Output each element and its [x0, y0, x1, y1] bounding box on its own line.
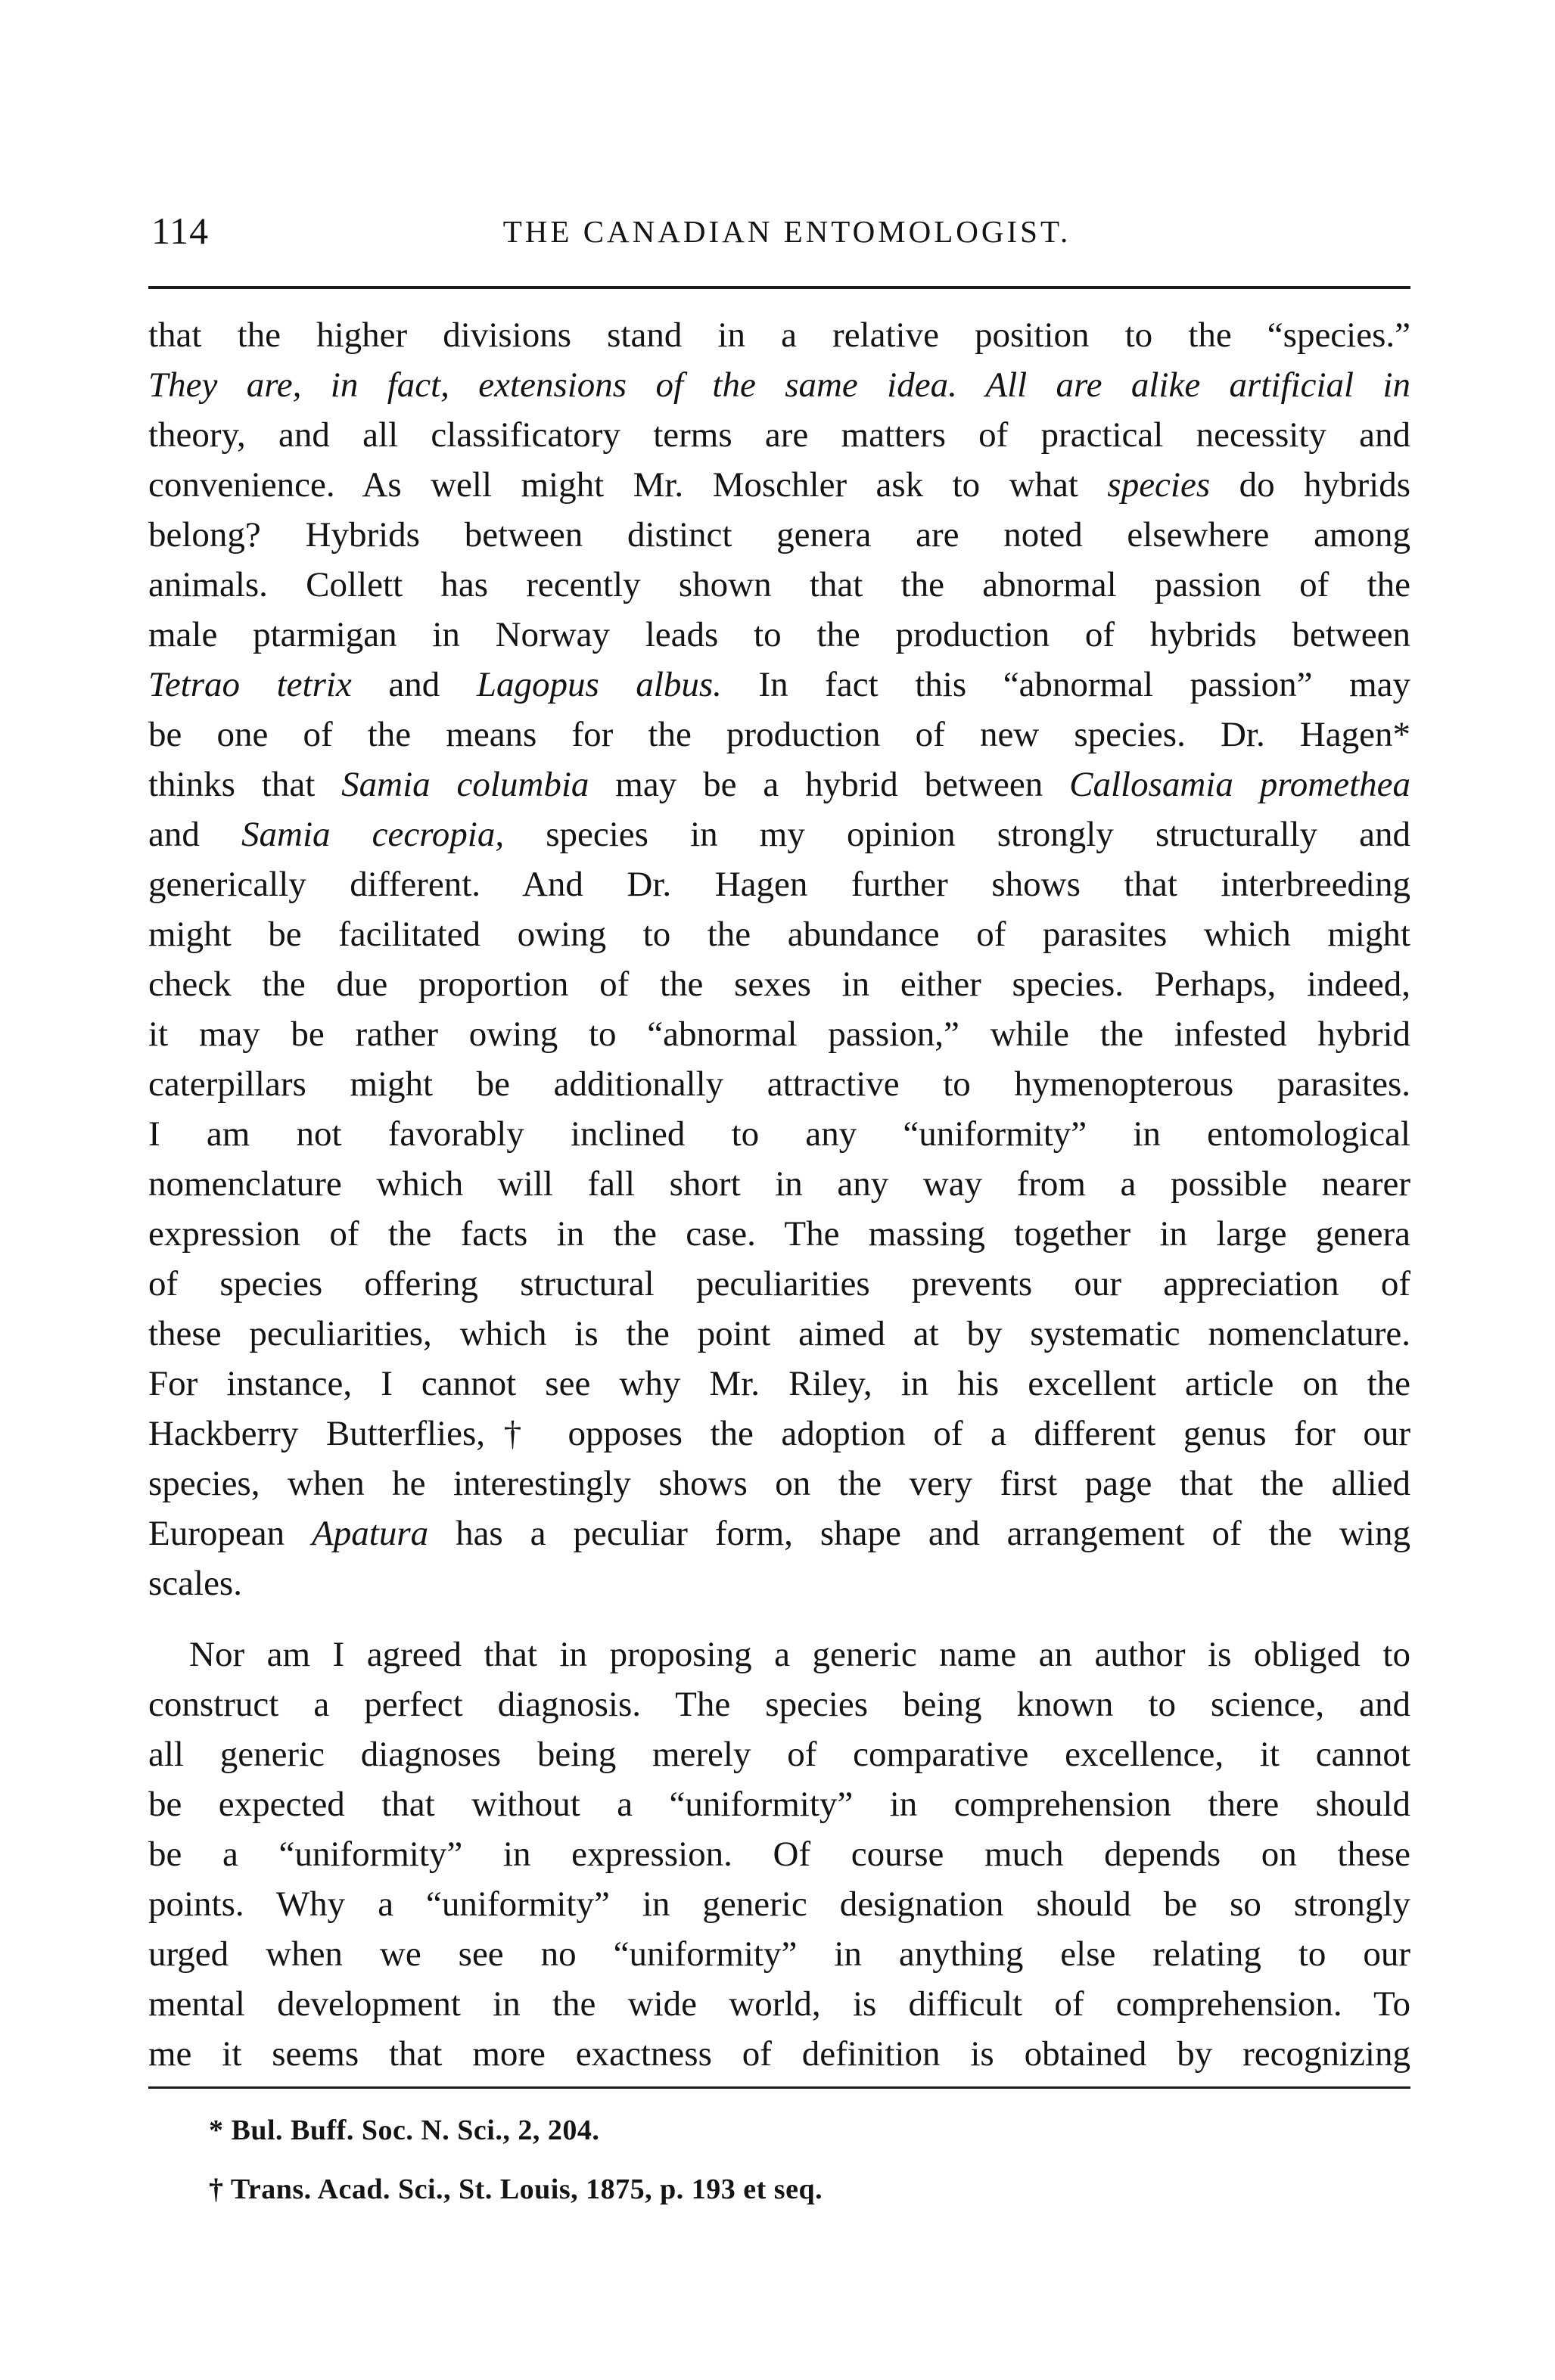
text-line: caterpillars might be additionally attractive to hymenopterous parasites. [148, 1064, 1410, 1104]
page-number: 114 [151, 210, 210, 252]
footnote-asterisk: * Bul. Buff. Soc. N. Sci., 2, 204. [209, 2114, 600, 2146]
text-line: mental development in the wide world, is difficult of comprehension. To [148, 1984, 1410, 2024]
text-line: construct a perfect diagnosis. The species being known to science, and [148, 1685, 1410, 1724]
paragraph-1 [148, 310, 1410, 1608]
text-line: me it seems that more exactness of definition is obtained by recognizing [148, 2034, 1410, 2074]
text-line: male ptarmigan in Norway leads to the production of hybrids between [148, 615, 1410, 654]
text-line: check the due proportion of the sexes in either species. Perhaps, indeed, [148, 965, 1410, 1004]
text-line: expression of the facts in the case. The massing together in large genera [148, 1214, 1410, 1254]
text-line: European Apatura has a peculiar form, shape and arrangement of the wing [148, 1514, 1410, 1553]
text-line: be expected that without a “uniformity” in comprehension there should [148, 1785, 1410, 1824]
text-line: nomenclature which will fall short in any way from a possible nearer [148, 1164, 1410, 1204]
text-line: be a “uniformity” in expression. Of course much depends on these [148, 1835, 1410, 1874]
footnote-rule [148, 2086, 1410, 2089]
text-line: urged when we see no “uniformity” in anything else relating to our [148, 1934, 1410, 1974]
running-title: THE CANADIAN ENTOMOLOGIST. [502, 214, 1071, 249]
text-line: For instance, I cannot see why Mr. Riley, in his excellent article on the [148, 1364, 1410, 1403]
text-line: points. Why a “uniformity” in generic designation should be so strongly [148, 1884, 1410, 1924]
text-line: They are, in fact, extensions of the same idea. All are alike artificial in [148, 365, 1410, 405]
text-line: Nor am I agreed that in proposing a generic name an author is obliged to [189, 1635, 1410, 1674]
text-line: might be facilitated owing to the abundance of parasites which might [148, 915, 1410, 954]
text-line: thinks that Samia columbia may be a hybrid between Callosamia promethea [148, 765, 1411, 804]
page-header [148, 209, 1410, 262]
text-line: and Samia cecropia, species in my opinion strongly structurally and [148, 815, 1410, 854]
text-line: of species offering structural peculiarities prevents our appreciation of [148, 1264, 1410, 1303]
paragraph-gap [148, 1608, 1410, 1630]
body-text [148, 310, 1410, 2079]
footnotes [148, 2111, 1410, 2229]
paragraph-2 [148, 1630, 1410, 2079]
text-line: animals. Collett has recently shown that the abnormal passion of the [148, 565, 1410, 604]
text-line: Tetrao tetrix and Lagopus albus. In fact this “abnormal passion” may [148, 665, 1410, 704]
text-line: theory, and all classificatory terms are matters of practical necessity and [148, 415, 1410, 455]
text-line: all generic diagnoses being merely of comparative excellence, it cannot [148, 1735, 1410, 1774]
text-line: convenience. As well might Mr. Moschler ask to what species do hybrids [148, 465, 1411, 505]
text-line: be one of the means for the production of new species. Dr. Hagen* [148, 715, 1410, 754]
text-line: it may be rather owing to “abnormal passion,” while the infested hybrid [148, 1014, 1410, 1054]
text-line: generically different. And Dr. Hagen further shows that interbreeding [148, 865, 1410, 904]
text-line: Hackberry Butterflies,† opposes the adoption of a different genus for our [148, 1414, 1410, 1453]
text-line: these peculiarities, which is the point aimed at by systematic nomenclature. [148, 1314, 1410, 1353]
header-rule [148, 286, 1410, 289]
text-line: I am not favorably inclined to any “uniformity” in entomological [148, 1114, 1410, 1154]
footnote-dagger: † Trans. Acad. Sci., St. Louis, 1875, p. 193 et seq. [209, 2173, 823, 2205]
text-line: scales. [148, 1564, 242, 1603]
text-line: species, when he interestingly shows on the very first page that the allied [148, 1464, 1410, 1503]
text-line: that the higher divisions stand in a relative position to the “species.” [148, 315, 1410, 355]
text-line: belong? Hybrids between distinct genera are noted elsewhere among [148, 515, 1410, 555]
